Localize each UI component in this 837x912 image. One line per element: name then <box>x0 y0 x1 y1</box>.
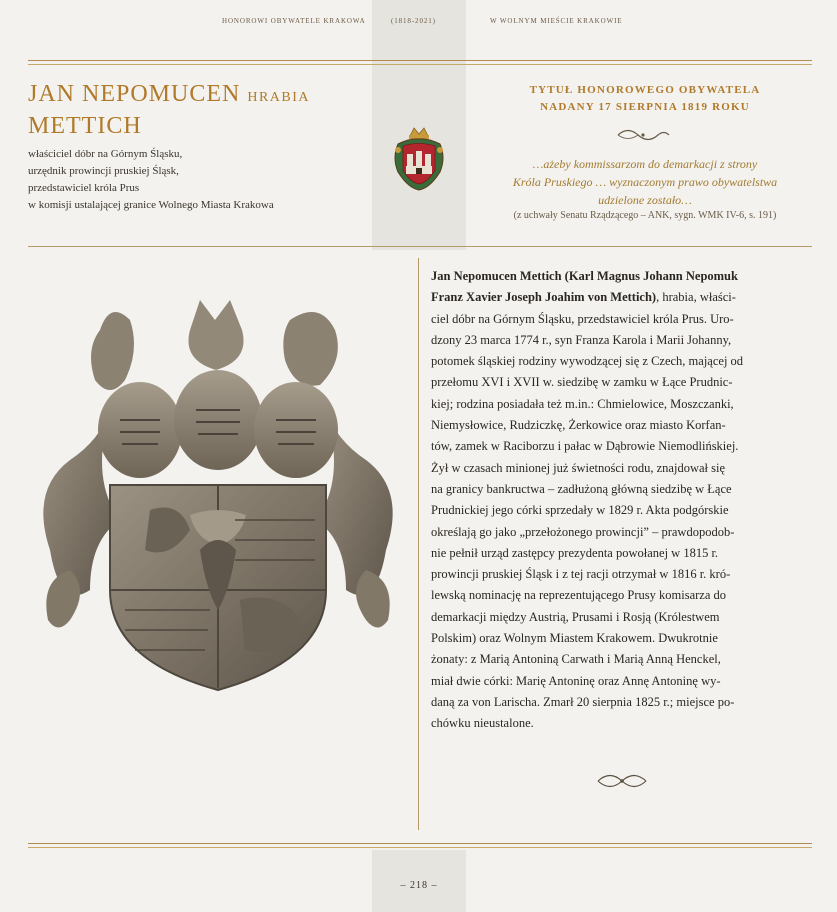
biography-line: prowincji pruskiej Śląsk i z tej racji otrzymał w 1816 r. kró- <box>431 567 731 582</box>
quote-line: Króla Pruskiego … wyznaczonym prawo obywatelstwa <box>512 175 778 189</box>
running-header-left: HONOROWI OBYWATELE KRAKOWA <box>222 17 366 25</box>
column-divider <box>418 258 419 830</box>
quote-line: udzielone zostało… <box>598 193 692 207</box>
biography-line: demarkacji między Austrią, Prusami i Rosją (Królestwem <box>431 609 720 624</box>
biography-line: przełomu XVI i XVII w. siedzibę w zamku w Łące Prudnic- <box>431 375 733 390</box>
biography-bold-name: Franz Xavier Joseph Joahim von Mettich) <box>431 290 657 305</box>
biography-text <box>431 266 811 735</box>
description-line: w komisji ustalającej granice Wolnego Miasta Krakowa <box>28 199 274 211</box>
biography-line: nie pełnił urząd zastępcy prezydenta powołanej w 1815 r. <box>431 545 719 560</box>
person-description <box>28 146 368 214</box>
flourish-ornament-icon <box>594 766 650 796</box>
biography-line: chówku nieustalone. <box>431 716 534 731</box>
person-name-first: JAN NEPOMUCEN <box>28 81 241 107</box>
honor-title-line: NADANY 17 SIERPNIA 1819 ROKU <box>540 101 750 113</box>
biography-line: dzony 23 marca 1774 r., syn Franza Karola i Marii Johanny, <box>431 332 732 347</box>
flourish-ornament-icon <box>614 124 672 146</box>
person-name <box>28 80 368 140</box>
biography-line: potomek śląskiej rodziny wywodzącej się z Czech, mającej od <box>431 354 744 369</box>
biography-line: Polskim) oraz Wolnym Miastem Krakowem. Dwukrotnie <box>431 631 718 646</box>
running-header-right: W WOLNYM MIEŚCIE KRAKOWIE <box>490 17 623 25</box>
biography-line: ciel dóbr na Górnym Śląsku, przedstawiciel króla Prus. Uro- <box>431 311 734 326</box>
page-number: – 218 – <box>400 880 438 891</box>
biography-line <box>431 287 811 308</box>
honor-quote <box>475 155 815 209</box>
bottom-gold-rule <box>28 843 812 848</box>
biography-line: na granicy bankructwa – zadłużoną główną siedzibę w Łące <box>431 481 732 496</box>
biography-line: żonaty: z Marią Antoniną Carwath i Marią Anną Henckel, <box>431 652 721 667</box>
quote-source: (z uchwały Senatu Rządzącego – ANK, sygn. WMK IV-6, s. 191) <box>513 210 777 221</box>
person-name-last: METTICH <box>28 113 142 139</box>
biography-line: tów, zamek w Raciborzu i pałac w Dąbrowie Niemodlińskiej. <box>431 439 739 454</box>
biography-bold-name: Jan Nepomucen Mettich (Karl Magnus Johann Nepomuk <box>431 269 738 283</box>
description-line: przedstawiciel króla Prus <box>28 182 140 194</box>
biography-line <box>431 266 811 287</box>
biography-line: lewską nominację na reprezentującego Prusy komisarza do <box>431 588 727 603</box>
biography-line: Prudnickiej jego córki sprzedały w 1829 r. Akta podgórskie <box>431 503 729 518</box>
biography-line: Żył w czasach minionej już świetności rodu, znajdował się <box>431 460 726 475</box>
running-header-middle: (1818-2021) <box>391 17 436 25</box>
person-title-word: HRABIA <box>247 90 311 105</box>
top-gold-rule <box>28 60 812 65</box>
krakow-coat-of-arms-icon <box>388 122 450 192</box>
carved-coat-of-arms-photo <box>30 290 406 702</box>
description-line: urzędnik prowincji pruskiej Śląsk, <box>28 165 179 177</box>
biography-text-fragment: , hrabia, właści- <box>656 290 736 305</box>
honor-title <box>475 82 815 116</box>
description-line: właściciel dóbr na Górnym Śląsku, <box>28 148 183 160</box>
biography-line: daną za von Larischa. Zmarł 20 sierpnia 1825 r.; miejsce po- <box>431 694 735 709</box>
biography-line: określają go jako „przełożonego prowincji” – prawdopodob- <box>431 524 735 539</box>
biography-line: miał dwie córki: Marię Antoninę oraz Annę Antoninę wy- <box>431 673 721 688</box>
honor-title-line: TYTUŁ HONOROWEGO OBYWATELA <box>529 84 761 96</box>
biography-line: kiej; rodzina posiadała też m.in.: Chmielowice, Moszczanki, <box>431 396 734 411</box>
quote-line: …ażeby kommissarzom do demarkacji z strony <box>532 157 758 171</box>
section-divider <box>28 246 812 247</box>
biography-line: Niemysłowice, Rudziczkę, Żerkowice oraz miasto Korfan- <box>431 418 726 433</box>
